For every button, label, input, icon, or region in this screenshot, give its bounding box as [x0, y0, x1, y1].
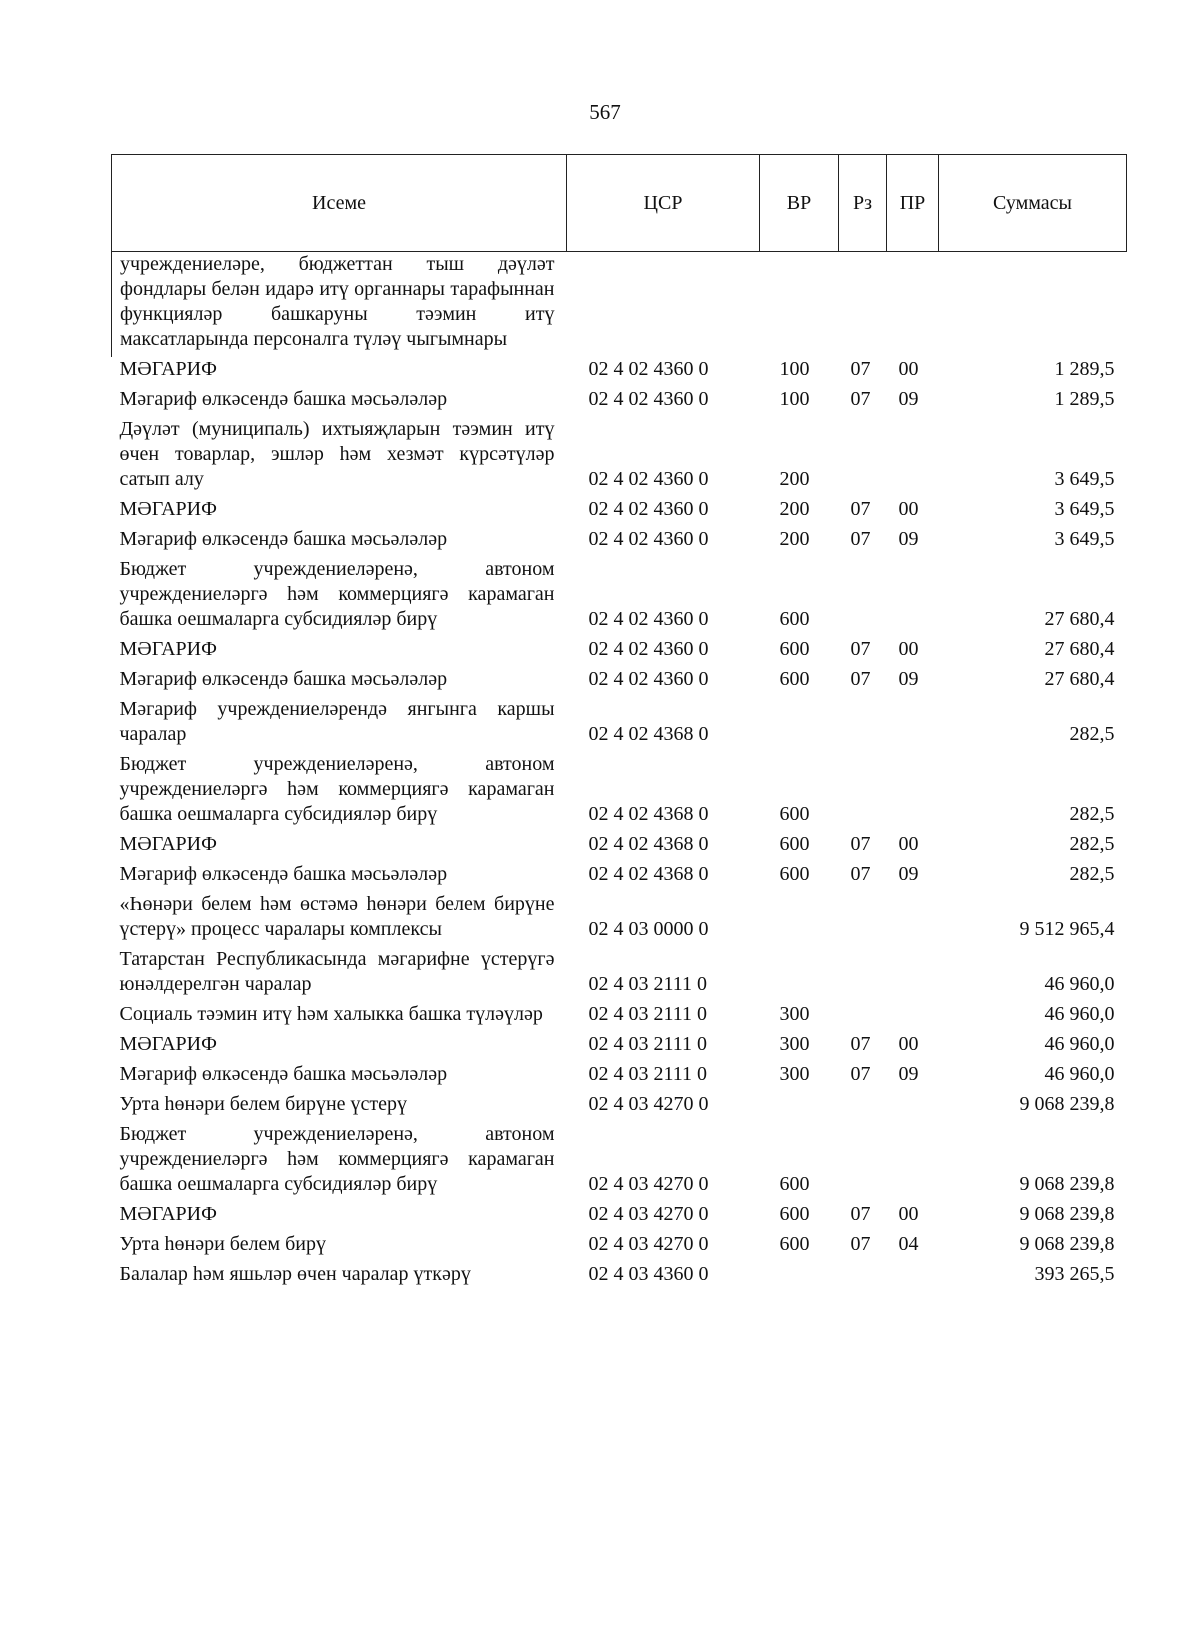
- table-row: [112, 527, 1127, 557]
- table-row: [112, 892, 1127, 947]
- cell-csr: 02 4 02 4360 0: [588, 468, 709, 490]
- table-row: [112, 1232, 1127, 1262]
- table-row: [112, 1002, 1127, 1032]
- cell-pr: 09: [898, 668, 919, 690]
- cell-vr: [760, 892, 839, 947]
- cell-vr: 600: [779, 1203, 810, 1225]
- cell-sum: 46 960,0: [1044, 1063, 1115, 1085]
- cell-pr: [887, 947, 939, 1002]
- cell-vr: [760, 1262, 839, 1292]
- cell-pr: [887, 1002, 939, 1032]
- table-row: [112, 752, 1127, 832]
- cell-sum: 9 068 239,8: [1019, 1173, 1115, 1195]
- cell-pr: 00: [898, 1033, 919, 1055]
- table-row: [112, 1202, 1127, 1232]
- table-row: [112, 1122, 1127, 1202]
- cell-csr: [567, 252, 760, 358]
- table-row: [112, 557, 1127, 637]
- cell-name: МӘГАРИФ: [119, 1203, 217, 1225]
- cell-name: Мәгариф өлкәсендә башка мәсьәләләр: [119, 668, 448, 690]
- cell-rz: 07: [850, 498, 871, 520]
- cell-sum: 27 680,4: [1044, 668, 1115, 690]
- cell-name: Мәгариф өлкәсендә башка мәсьәләләр: [119, 863, 448, 885]
- cell-rz: 07: [850, 1063, 871, 1085]
- cell-sum: 9 512 965,4: [1019, 918, 1115, 940]
- cell-rz: [839, 947, 887, 1002]
- cell-pr: 00: [898, 498, 919, 520]
- cell-pr: 04: [898, 1233, 919, 1255]
- cell-sum: 282,5: [1069, 803, 1115, 825]
- table-row: [112, 252, 1127, 358]
- table-row: [112, 862, 1127, 892]
- table-row: [112, 667, 1127, 697]
- cell-csr: 02 4 03 2111 0: [588, 1033, 708, 1055]
- cell-pr: 00: [898, 833, 919, 855]
- cell-vr: 600: [779, 863, 810, 885]
- cell-csr: 02 4 02 4360 0: [588, 608, 709, 630]
- cell-sum: 9 068 239,8: [1019, 1093, 1115, 1115]
- cell-rz: [839, 417, 887, 497]
- table-row: [112, 1032, 1127, 1062]
- cell-sum: 3 649,5: [1054, 528, 1115, 550]
- cell-csr: 02 4 03 4270 0: [588, 1203, 709, 1225]
- cell-csr: 02 4 03 4270 0: [588, 1173, 709, 1195]
- cell-rz: 07: [850, 1203, 871, 1225]
- cell-sum: 27 680,4: [1044, 638, 1115, 660]
- cell-pr: [887, 697, 939, 752]
- cell-vr: 600: [779, 803, 810, 825]
- cell-rz: [839, 752, 887, 832]
- cell-csr: 02 4 02 4360 0: [588, 668, 709, 690]
- cell-rz: 07: [850, 833, 871, 855]
- cell-name: МӘГАРИФ: [119, 1033, 217, 1055]
- cell-vr: 100: [779, 388, 810, 410]
- cell-name: МӘГАРИФ: [119, 498, 217, 520]
- cell-pr: 09: [898, 1063, 919, 1085]
- cell-pr: 09: [898, 528, 919, 550]
- cell-sum: 46 960,0: [1044, 973, 1115, 995]
- header-csr: ЦСР: [567, 155, 760, 252]
- cell-csr: 02 4 03 2111 0: [588, 973, 708, 995]
- cell-vr: 600: [779, 608, 810, 630]
- cell-pr: [887, 417, 939, 497]
- cell-vr: 600: [779, 1173, 810, 1195]
- table-row: [112, 1092, 1127, 1122]
- cell-vr: [760, 697, 839, 752]
- cell-pr: 09: [898, 863, 919, 885]
- cell-sum: 9 068 239,8: [1019, 1233, 1115, 1255]
- cell-name: Татарстан Республикасында мәгарифне үстерүгә юнәлдерелгән чаралар: [119, 948, 555, 995]
- table-row: [112, 697, 1127, 752]
- cell-sum: 46 960,0: [1044, 1033, 1115, 1055]
- cell-csr: 02 4 02 4360 0: [588, 528, 709, 550]
- cell-csr: 02 4 03 2111 0: [588, 1003, 708, 1025]
- cell-csr: 02 4 02 4360 0: [588, 358, 709, 380]
- cell-pr: [887, 252, 939, 358]
- cell-vr: 300: [779, 1003, 810, 1025]
- table-row: [112, 832, 1127, 862]
- cell-rz: 07: [850, 863, 871, 885]
- cell-sum: 1 289,5: [1054, 358, 1115, 380]
- cell-pr: [887, 557, 939, 637]
- cell-rz: 07: [850, 668, 871, 690]
- cell-name: Урта һөнәри белем бирүне үстерү: [119, 1093, 408, 1115]
- cell-name: Урта һөнәри белем бирү: [119, 1233, 326, 1255]
- cell-vr: 600: [779, 668, 810, 690]
- cell-sum: 9 068 239,8: [1019, 1203, 1115, 1225]
- cell-csr: 02 4 03 4360 0: [588, 1263, 709, 1285]
- header-row: [112, 155, 1127, 252]
- cell-csr: 02 4 02 4360 0: [588, 498, 709, 520]
- cell-vr: [760, 1092, 839, 1122]
- cell-name: Мәгариф учреждениеләрендә янгынга каршы чаралар: [119, 698, 555, 745]
- budget-table: [111, 154, 1127, 1292]
- cell-csr: 02 4 02 4368 0: [588, 723, 709, 745]
- header-rz: Рз: [839, 155, 887, 252]
- table-header: [112, 155, 1127, 252]
- cell-rz: 07: [850, 1233, 871, 1255]
- header-name: Исеме: [112, 155, 567, 252]
- cell-pr: 09: [898, 388, 919, 410]
- cell-vr: 300: [779, 1063, 810, 1085]
- cell-sum: 282,5: [1069, 833, 1115, 855]
- cell-name: Мәгариф өлкәсендә башка мәсьәләләр: [119, 528, 448, 550]
- table-row: [112, 497, 1127, 527]
- cell-rz: [839, 697, 887, 752]
- cell-sum: 3 649,5: [1054, 468, 1115, 490]
- cell-name: Социаль тәэмин итү һәм халыкка башка түләүләр: [119, 1003, 543, 1025]
- cell-pr: [887, 752, 939, 832]
- cell-name: Бюджет учреждениеләренә, автоном учреждениеләргә һәм коммерциягә карамаган башка оешмаларга субсидияләр бирү: [119, 558, 555, 630]
- cell-rz: 07: [850, 528, 871, 550]
- table-row: [112, 417, 1127, 497]
- cell-sum: 282,5: [1069, 863, 1115, 885]
- cell-sum: 46 960,0: [1044, 1003, 1115, 1025]
- cell-name: МӘГАРИФ: [119, 358, 217, 380]
- cell-name: Мәгариф өлкәсендә башка мәсьәләләр: [119, 388, 448, 410]
- cell-csr: 02 4 02 4368 0: [588, 833, 709, 855]
- table-row: [112, 357, 1127, 387]
- cell-rz: 07: [850, 1033, 871, 1055]
- cell-name: Бюджет учреждениеләренә, автоном учреждениеләргә һәм коммерциягә карамаган башка оешмаларга субсидияләр бирү: [119, 753, 555, 825]
- table-body: [112, 252, 1127, 1293]
- cell-name: учреждениеләре, бюджеттан тыш дәүләт фондлары белән идарә итү органнары тарафыннан функцияләр башкаруны тәэмин итү максатларында персоналга түләү чыгымнары: [112, 252, 567, 358]
- table-row: [112, 1262, 1127, 1292]
- cell-sum: 3 649,5: [1054, 498, 1115, 520]
- table-row: [112, 1062, 1127, 1092]
- header-sum: Суммасы: [939, 155, 1127, 252]
- cell-name: Мәгариф өлкәсендә башка мәсьәләләр: [119, 1063, 448, 1085]
- cell-csr: 02 4 02 4360 0: [588, 638, 709, 660]
- cell-name: Балалар һәм яшьләр өчен чаралар үткәрү: [119, 1263, 471, 1285]
- cell-pr: [887, 1122, 939, 1202]
- table-row: [112, 637, 1127, 667]
- cell-rz: [839, 1002, 887, 1032]
- table-row: [112, 387, 1127, 417]
- cell-rz: 07: [850, 358, 871, 380]
- cell-pr: [887, 1262, 939, 1292]
- table-row: [112, 947, 1127, 1002]
- cell-rz: [839, 557, 887, 637]
- cell-rz: [839, 1262, 887, 1292]
- cell-vr: 200: [779, 468, 810, 490]
- cell-sum: 27 680,4: [1044, 608, 1115, 630]
- cell-rz: [839, 1092, 887, 1122]
- cell-rz: 07: [850, 638, 871, 660]
- header-vr: ВР: [760, 155, 839, 252]
- cell-pr: 00: [898, 638, 919, 660]
- cell-name: МӘГАРИФ: [119, 638, 217, 660]
- header-pr: ПР: [887, 155, 939, 252]
- cell-pr: 00: [898, 358, 919, 380]
- cell-sum: 1 289,5: [1054, 388, 1115, 410]
- cell-rz: [839, 892, 887, 947]
- cell-name: «Һөнәри белем һәм өстәмә һөнәри белем бирүне үстерү» процесс чаралары комплексы: [119, 893, 555, 940]
- cell-csr: 02 4 03 0000 0: [588, 918, 709, 940]
- cell-sum: 393 265,5: [1034, 1263, 1115, 1285]
- cell-vr: 600: [779, 638, 810, 660]
- cell-name: Дәүләт (муниципаль) ихтыяҗларын тәэмин итү өчен товарлар, эшләр һәм хезмәт күрсәтүләр сатып алу: [119, 418, 555, 490]
- cell-sum: [939, 252, 1127, 358]
- cell-csr: 02 4 02 4368 0: [588, 863, 709, 885]
- cell-pr: 00: [898, 1203, 919, 1225]
- cell-vr: 600: [779, 1233, 810, 1255]
- cell-csr: 02 4 03 4270 0: [588, 1093, 709, 1115]
- cell-name: Бюджет учреждениеләренә, автоном учреждениеләргә һәм коммерциягә карамаган башка оешмаларга субсидияләр бирү: [119, 1123, 555, 1195]
- cell-rz: [839, 1122, 887, 1202]
- cell-vr: 600: [779, 833, 810, 855]
- cell-vr: [760, 252, 839, 358]
- cell-vr: 300: [779, 1033, 810, 1055]
- cell-name: МӘГАРИФ: [119, 833, 217, 855]
- cell-rz: [839, 252, 887, 358]
- cell-vr: [760, 947, 839, 1002]
- cell-rz: 07: [850, 388, 871, 410]
- cell-vr: 200: [779, 528, 810, 550]
- page-number: 567: [589, 100, 621, 124]
- cell-pr: [887, 1092, 939, 1122]
- cell-pr: [887, 892, 939, 947]
- cell-vr: 200: [779, 498, 810, 520]
- cell-csr: 02 4 03 2111 0: [588, 1063, 708, 1085]
- cell-sum: 282,5: [1069, 723, 1115, 745]
- cell-csr: 02 4 02 4368 0: [588, 803, 709, 825]
- cell-vr: 100: [779, 358, 810, 380]
- cell-csr: 02 4 02 4360 0: [588, 388, 709, 410]
- cell-csr: 02 4 03 4270 0: [588, 1233, 709, 1255]
